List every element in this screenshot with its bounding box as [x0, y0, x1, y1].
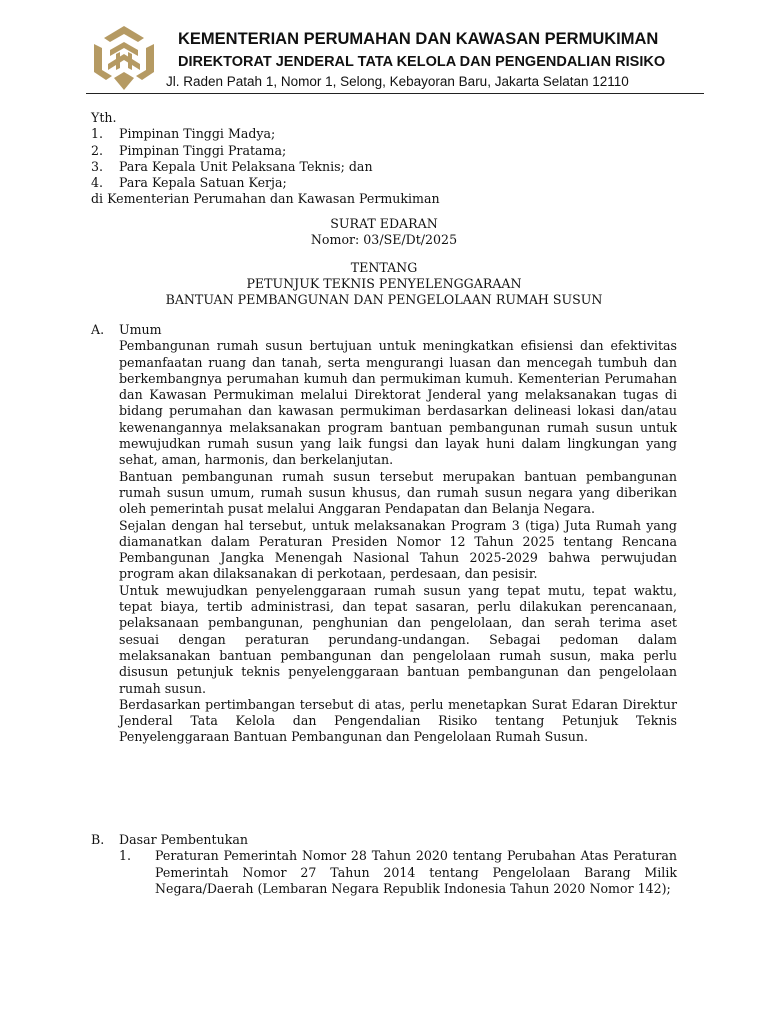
letterhead — [86, 24, 706, 96]
paragraph: Sejalan dengan hal tersebut, untuk melaksanakan Program 3 (tiga) Juta Rumah yang diamanatkan dalam Peraturan Presiden Nomor 12 Tahun 2025 tentang Rencana Pembangunan Jangka Menengah Nasional Tahun 2025-2029 bahwa perwujudan program akan dilaksanakan di perkotaan, perdesaan, dan pesisir. — [119, 517, 677, 582]
paragraph: Bantuan pembangunan rumah susun tersebut merupakan bantuan pembangunan rumah susun umum, rumah susun khusus, dan rumah susun negara yang diberikan oleh pemerintah pusat melalui Anggaran Pendapatan dan Belanja Negara. — [119, 468, 677, 517]
list-item: 2. Pimpinan Tinggi Pratama; — [91, 142, 287, 158]
addressee-location: di Kementerian Perumahan dan Kawasan Permukiman — [91, 191, 440, 207]
paragraph: Berdasarkan pertimbangan tersebut di atas, perlu menetapkan Surat Edaran Direktur Jenderal Tata Kelola dan Pengendalian Risiko tentang Petunjuk Teknis Penyelenggaraan Bantuan Pembangunan dan Pengelolaan Rumah Susun. — [119, 696, 677, 745]
addressee-block — [91, 110, 711, 208]
header-divider — [86, 93, 704, 94]
salutation: Yth. — [91, 110, 117, 125]
paragraph: Untuk mewujudkan penyelenggaraan rumah susun yang tepat mutu, tepat waktu, tepat biaya, tertib administrasi, dan tepat sasaran, perlu dilakukan perencanaan, pelaksanaan pembangunan, penghunian dan pengelolaan, dan serah terima aset sesuai dengan peraturan perundang-undangan. Sebagai pedoman dalam melaksanakan bantuan pembangunan dan pengelolaan rumah susun, maka perlu disusun petunjuk teknis penyelenggaraan bantuan pembangunan dan pengelolaan rumah susun. — [119, 582, 677, 696]
ministry-logo-icon — [86, 24, 162, 92]
list-item: 4. Para Kepala Satuan Kerja; — [91, 175, 287, 191]
list-item: 1. Pimpinan Tinggi Madya; — [91, 126, 276, 142]
section-legal-basis — [91, 832, 711, 897]
directorate-name: DIREKTORAT JENDERAL TATA KELOLA DAN PENGENDALIAN RISIKO — [178, 54, 666, 70]
about-label: TENTANG — [350, 260, 418, 275]
section-heading: B. Dasar Pembentukan — [91, 832, 248, 847]
ministry-name: KEMENTERIAN PERUMAHAN DAN KAWASAN PERMUKIMAN — [178, 30, 659, 48]
list-item: 1. Peraturan Pemerintah Nomor 28 Tahun 2020 tentang Perubahan Atas Peraturan Pemerintah Nomor 27 Tahun 2014 tentang Pengelolaan Barang Milik Negara/Daerah (Lembaran Negara Republik Indonesia Tahun 2020 Nomor 142); — [119, 848, 677, 896]
document-number: Nomor: 03/SE/Dt/2025 — [310, 232, 458, 247]
section-heading: A. Umum — [91, 322, 162, 337]
section-general — [91, 322, 711, 746]
subject-line-2: BANTUAN PEMBANGUNAN DAN PENGELOLAAN RUMAH SUSUN — [165, 292, 603, 307]
office-address: Jl. Raden Patah 1, Nomor 1, Selong, Kebayoran Baru, Jakarta Selatan 12110 — [166, 74, 629, 89]
document-type: SURAT EDARAN — [330, 216, 438, 231]
list-item: 3. Para Kepala Unit Pelaksana Teknis; dan — [91, 158, 373, 174]
subject-line-1: PETUNJUK TEKNIS PENYELENGGARAAN — [246, 276, 522, 291]
paragraph: Pembangunan rumah susun bertujuan untuk meningkatkan efisiensi dan efektivitas pemanfaatan ruang dan tanah, serta mengurangi luasan dan mencegah tumbuh dan berkembangnya perumahan kumuh dan permukiman kumuh. Kementerian Perumahan dan Kawasan Permukiman melalui Direktorat Jenderal yang melaksanakan tugas di bidang perumahan dan kawasan permukiman berdasarkan delineasi lokasi dan/atau kewenangannya melaksanakan program bantuan pembangunan rumah susun untuk mewujudkan rumah susun yang laik fungsi dan layak huni dalam lingkungan yang sehat, aman, harmonis, dan berkelanjutan. — [119, 338, 677, 468]
